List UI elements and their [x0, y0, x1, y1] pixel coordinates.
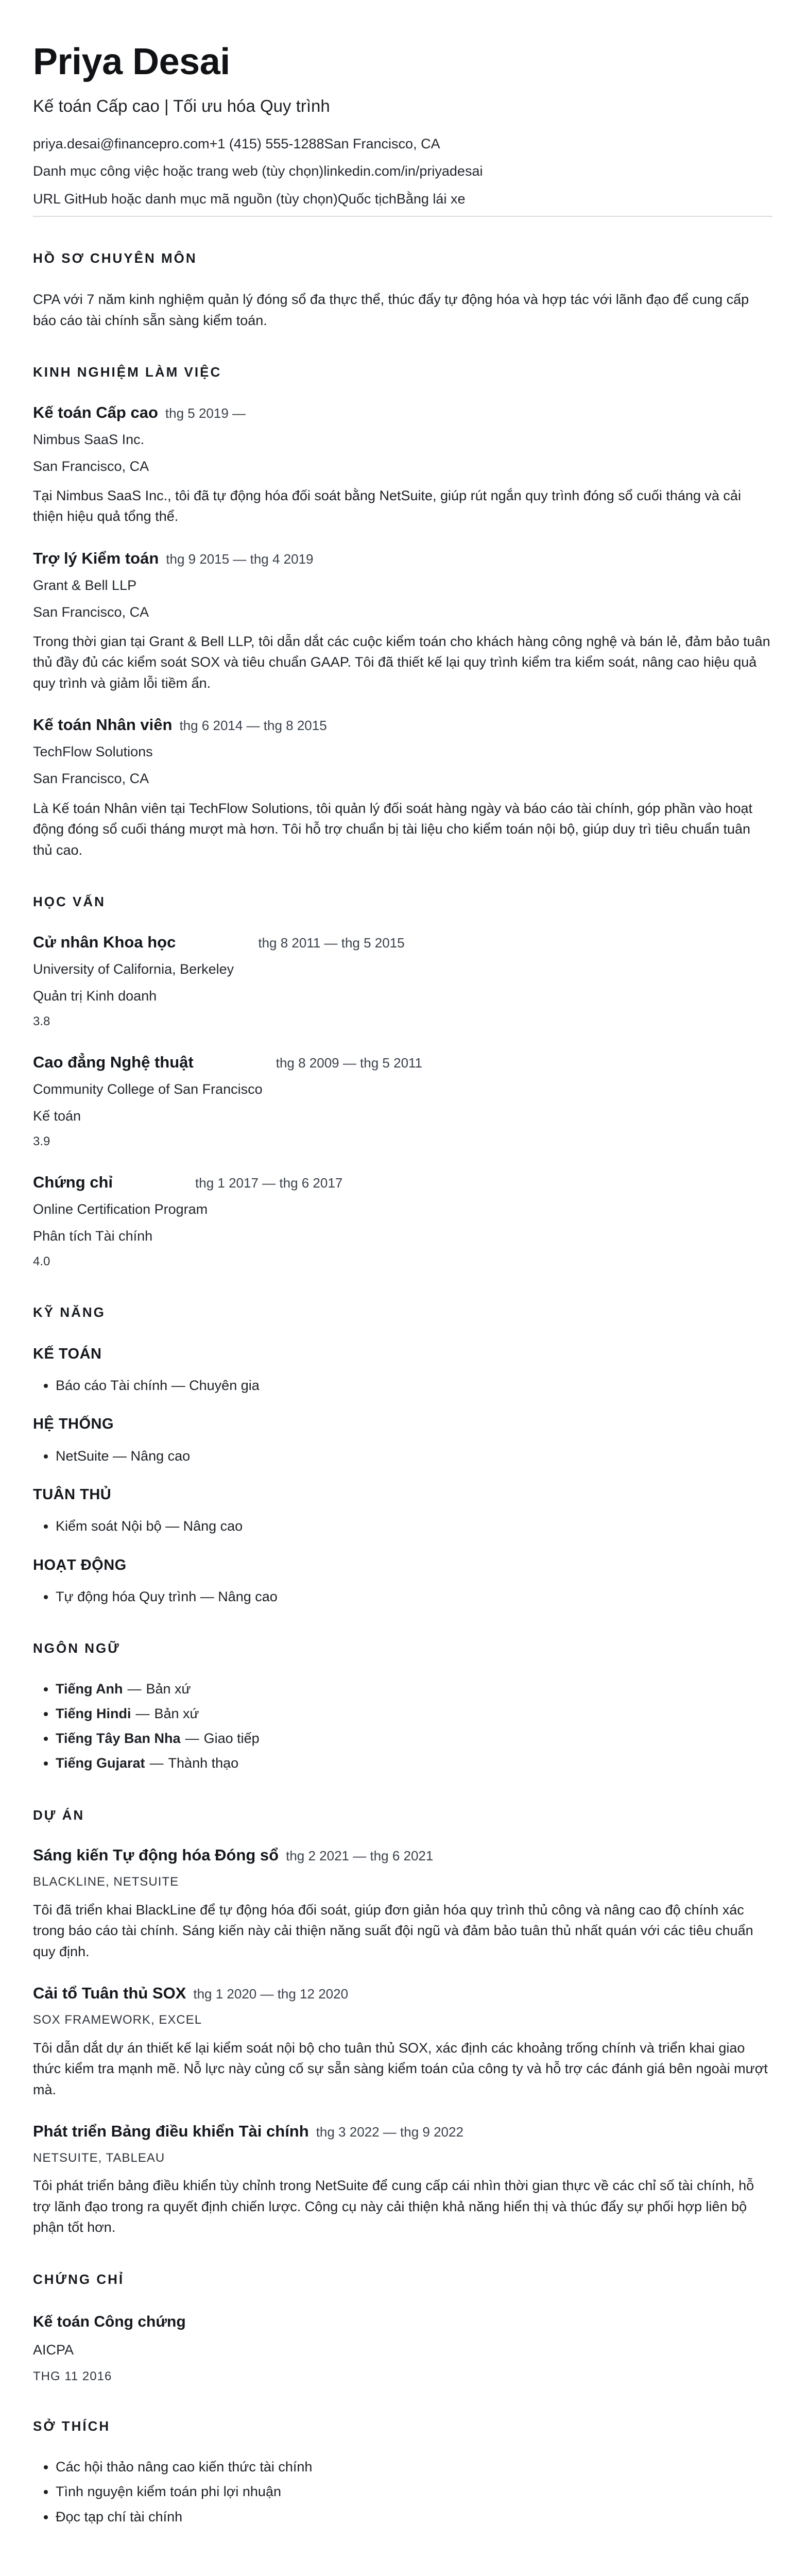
project-entry: [33, 1984, 772, 2100]
section-education: [33, 893, 772, 1271]
field-of-study: Kế toán: [33, 1108, 81, 1124]
drivers-license-label: Bằng lái xe: [396, 191, 466, 207]
field-of-study: Quản trị Kinh doanh: [33, 988, 157, 1004]
interest-item: • Đọc tạp chí tài chính: [56, 2507, 772, 2527]
projects-heading: DỰ ÁN: [33, 1807, 85, 1823]
portfolio-placeholder-text: Danh mục công việc hoặc trang web (tùy chọn): [33, 163, 324, 179]
project-description: Tôi dẫn dắt dự án thiết kế lại kiểm soát nội bộ cho tuân thủ SOX, xác định các khoảng trống chính và triển khai giao thức kiểm tra mạnh mẽ. Nỗ lực này củng cố sự sẵn sàng kiểm toán của công ty và hỗ trợ các đánh giá bên ngoài mượt mà.: [33, 2040, 768, 2097]
job-company: Grant & Bell LLP: [33, 577, 137, 593]
job-dates: thg 6 2014 — thg 8 2015: [179, 718, 327, 734]
education-title-row: [33, 933, 772, 953]
project-entry: [33, 2122, 772, 2238]
job-title: Kế toán Cấp cao: [33, 403, 158, 421]
candidate-name: Priya Desai: [33, 41, 230, 82]
skill-group: [33, 1484, 772, 1537]
project-description: Tôi phát triển bảng điều khiển tùy chỉnh trong NetSuite để cung cấp cái nhìn thời gian thực về các chỉ số tài chính, hỗ trợ lãnh đạo trong ra quyết định chiến lược. Công cụ này cải thiện khả năng hiển thị và thúc đẩy sự phối hợp liên bộ phận tốt hơn.: [33, 2178, 754, 2235]
job-location: San Francisco, CA: [33, 458, 149, 474]
job-company: Nimbus SaaS Inc.: [33, 431, 145, 447]
gpa-value: 3.9: [33, 1134, 50, 1148]
profile-text: CPA với 7 năm kinh nghiệm quản lý đóng sổ đa thực thể, thúc đẩy tự động hóa và hợp tác với lãnh đạo để cung cấp báo cáo tài chính sẵn sàng kiểm toán.: [33, 292, 749, 328]
job-dates: thg 9 2015 — thg 4 2019: [166, 551, 314, 567]
resume-document: [33, 41, 772, 2527]
job-title-row: [33, 715, 772, 735]
language-item: [56, 1753, 772, 1773]
education-entry: [33, 933, 772, 1031]
project-title: Phát triển Bảng điều khiển Tài chính: [33, 2122, 309, 2141]
dash-separator: —: [185, 1731, 199, 1747]
section-projects: [33, 1807, 772, 2238]
project-tools: BLACKLINE, NETSUITE: [33, 1875, 179, 1889]
job-location: San Francisco, CA: [33, 604, 149, 620]
language-level: Thành thạo: [168, 1755, 239, 1771]
certification-title: Kế toán Công chứng: [33, 2313, 186, 2330]
nationality-label: Quốc tịch: [337, 191, 397, 207]
project-description: Tôi đã triển khai BlackLine để tự động hóa đối soát, giúp đơn giản hóa quy trình thủ công và nâng cao độ chính xác trong báo cáo tài chính. Sáng kiến này cải thiện năng suất đội ngũ và đảm bảo tuân thủ nhất quán với các tiêu chuẩn quy định.: [33, 1902, 753, 1959]
education-entry: [33, 1053, 772, 1151]
interest-list: [33, 2457, 772, 2527]
skill-category: TUÂN THỦ: [33, 1486, 112, 1503]
language-level: Giao tiếp: [203, 1731, 260, 1747]
phone-text: +1 (415) 555-1288: [209, 135, 324, 151]
skill-item: • NetSuite — Nâng cao: [56, 1446, 772, 1466]
language-list: [33, 1679, 772, 1774]
field-of-study: Phân tích Tài chính: [33, 1228, 153, 1244]
job-title-row: [33, 549, 772, 569]
project-dates: thg 2 2021 — thg 6 2021: [286, 1848, 434, 1864]
education-entry: [33, 1173, 772, 1271]
skill-list: [33, 1376, 772, 1396]
education-dates: thg 8 2011 — thg 5 2015: [258, 935, 405, 951]
section-certifications: [33, 2271, 772, 2385]
project-tools: SOX FRAMEWORK, EXCEL: [33, 2013, 202, 2027]
candidate-headline: Kế toán Cấp cao | Tối ưu hóa Quy trình: [33, 96, 330, 115]
interest-item: • Các hội thảo nâng cao kiến thức tài chính: [56, 2457, 772, 2477]
profile-heading: HỒ SƠ CHUYÊN MÔN: [33, 250, 197, 266]
project-title: Cải tổ Tuân thủ SOX: [33, 1984, 186, 2003]
job-dates: thg 5 2019 —: [165, 405, 246, 421]
section-experience: [33, 364, 772, 860]
job-entry: [33, 403, 772, 527]
job-entry: [33, 715, 772, 860]
project-tools: NETSUITE, TABLEAU: [33, 2150, 165, 2165]
skill-item: • Kiểm soát Nội bộ — Nâng cao: [56, 1516, 772, 1536]
job-entry: [33, 549, 772, 694]
job-location: San Francisco, CA: [33, 771, 149, 787]
contact-row-3: [33, 189, 772, 210]
job-description: Là Kế toán Nhân viên tại TechFlow Solutions, tôi quản lý đối soát hàng ngày và báo cáo tài chính, góp phần vào hoạt động đóng sổ cuối tháng mượt mà hơn. Tôi hỗ trợ chuẩn bị tài liệu cho kiểm toán nội bộ, giúp duy trì tiêu chuẩn tuân thủ cao.: [33, 800, 752, 858]
skill-category: KẾ TOÁN: [33, 1345, 102, 1362]
section-languages: [33, 1640, 772, 1773]
linkedin-text: linkedin.com/in/priyadesai: [323, 163, 483, 179]
dash-separator: —: [127, 1681, 142, 1697]
certification-issuer: AICPA: [33, 2342, 74, 2358]
section-skills: [33, 1304, 772, 1607]
language-item: [56, 1704, 772, 1724]
dash-separator: —: [149, 1755, 164, 1771]
language-name: Tiếng Anh: [56, 1681, 123, 1697]
project-dates: thg 3 2022 — thg 9 2022: [316, 2124, 463, 2140]
project-entry: [33, 1845, 772, 1962]
contact-row-2: [33, 161, 772, 182]
interest-item: • Tình nguyện kiểm toán phi lợi nhuận: [56, 2482, 772, 2502]
section-interests: [33, 2418, 772, 2527]
education-dates: thg 8 2009 — thg 5 2011: [276, 1055, 423, 1071]
project-title-row: [33, 1845, 772, 1866]
language-name: Tiếng Hindi: [56, 1706, 131, 1722]
education-dates: thg 1 2017 — thg 6 2017: [195, 1175, 343, 1191]
certification-entry: [33, 2310, 772, 2385]
location-text: San Francisco, CA: [324, 135, 440, 151]
skill-item: • Tự động hóa Quy trình — Nâng cao: [56, 1587, 772, 1607]
skill-group: [33, 1554, 772, 1607]
language-level: Bản xứ: [154, 1706, 199, 1722]
skill-group: [33, 1413, 772, 1466]
project-title: Sáng kiến Tự động hóa Đóng sổ: [33, 1846, 279, 1865]
project-title-row: [33, 1984, 772, 2004]
degree-title: Chứng chỉ: [33, 1173, 113, 1191]
header-divider: [33, 216, 772, 217]
gpa-value: 4.0: [33, 1254, 50, 1268]
email-text: priya.desai@financepro.com: [33, 135, 210, 151]
language-name: Tiếng Gujarat: [56, 1755, 145, 1771]
school-name: Community College of San Francisco: [33, 1081, 263, 1097]
education-title-row: [33, 1173, 772, 1193]
certification-date: THG 11 2016: [33, 2369, 112, 2383]
skill-group: [33, 1343, 772, 1396]
resume-header: [33, 41, 772, 217]
language-item: [56, 1679, 772, 1699]
language-item: [56, 1728, 772, 1749]
certifications-heading: CHỨNG CHỈ: [33, 2271, 125, 2287]
project-dates: thg 1 2020 — thg 12 2020: [193, 1986, 349, 2002]
degree-title: Cao đẳng Nghệ thuật: [33, 1053, 194, 1071]
job-title: Trợ lý Kiểm toán: [33, 549, 159, 567]
skill-category: HỆ THỐNG: [33, 1416, 114, 1433]
interests-heading: SỞ THÍCH: [33, 2418, 111, 2434]
contact-row-1: [33, 133, 772, 155]
skill-category: HOẠT ĐỘNG: [33, 1556, 127, 1573]
school-name: University of California, Berkeley: [33, 961, 234, 977]
job-title-row: [33, 403, 772, 423]
section-profile: [33, 250, 772, 331]
skills-heading: KỸ NĂNG: [33, 1304, 106, 1320]
dash-separator: —: [135, 1706, 150, 1722]
job-company: TechFlow Solutions: [33, 744, 153, 760]
degree-title: Cử nhân Khoa học: [33, 933, 176, 951]
job-description: Trong thời gian tại Grant & Bell LLP, tôi dẫn dắt các cuộc kiểm toán cho khách hàng công nghệ và bán lẻ, đảm bảo tuân thủ đầy đủ các kiểm soát SOX và tiêu chuẩn GAAP. Tôi đã thiết kế lại quy trình kiểm tra kiểm soát, nâng cao hiệu quả quy trình và giảm lỗi tiềm ẩn.: [33, 633, 770, 691]
job-title: Kế toán Nhân viên: [33, 716, 173, 734]
language-level: Bản xứ: [146, 1681, 191, 1697]
skill-item: • Báo cáo Tài chính — Chuyên gia: [56, 1376, 772, 1396]
experience-heading: KINH NGHIỆM LÀM VIỆC: [33, 364, 222, 380]
language-name: Tiếng Tây Ban Nha: [56, 1731, 181, 1747]
school-name: Online Certification Program: [33, 1201, 208, 1217]
education-heading: HỌC VẤN: [33, 894, 106, 909]
education-title-row: [33, 1053, 772, 1073]
languages-heading: NGÔN NGỮ: [33, 1640, 121, 1656]
skill-list: [33, 1516, 772, 1536]
job-description: Tại Nimbus SaaS Inc., tôi đã tự động hóa đối soát bằng NetSuite, giúp rút ngắn quy trình đóng sổ cuối tháng và cải thiện hiệu quả tổng thể.: [33, 487, 741, 524]
skill-list: [33, 1446, 772, 1466]
github-placeholder-text: URL GitHub hoặc danh mục mã nguồn (tùy chọn): [33, 191, 338, 207]
gpa-value: 3.8: [33, 1014, 50, 1028]
skill-list: [33, 1587, 772, 1607]
project-title-row: [33, 2122, 772, 2142]
